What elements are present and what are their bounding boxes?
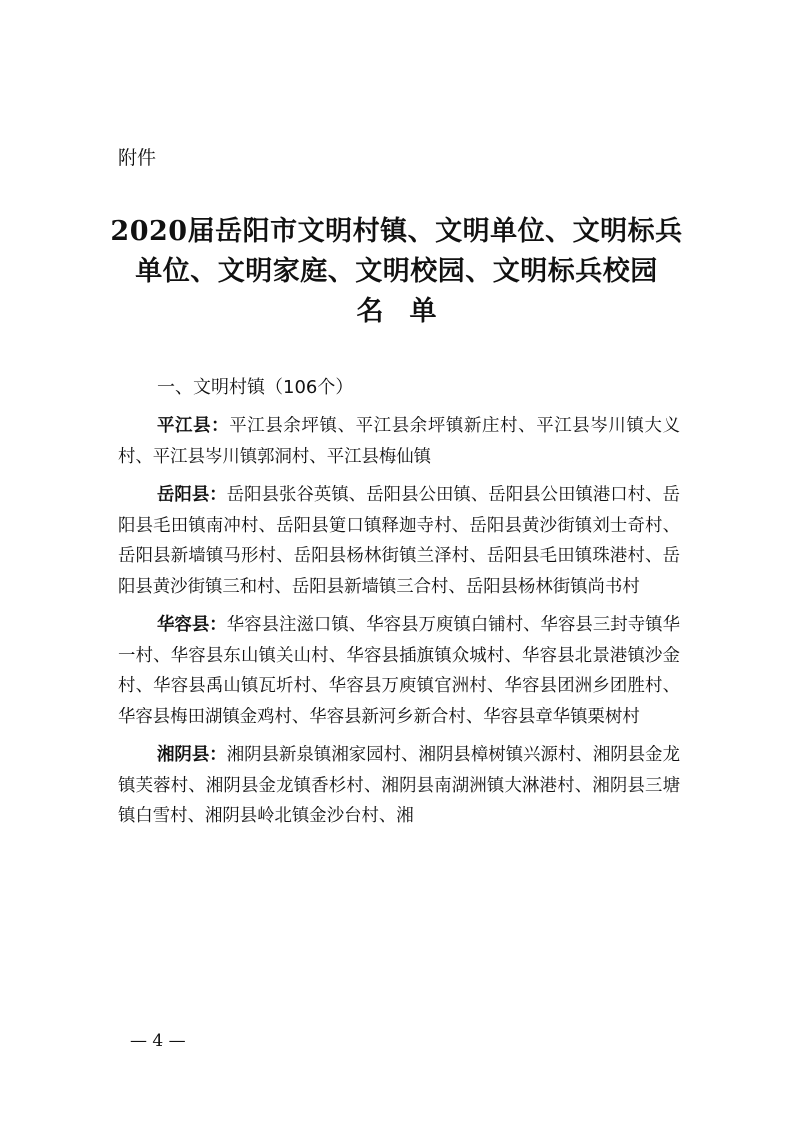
title-line-1: 2020届岳阳市文明村镇、文明单位、文明标兵 xyxy=(110,216,683,247)
paragraph-pingjiang xyxy=(118,411,680,472)
county-label: 岳阳县： xyxy=(157,485,227,505)
county-label: 平江县： xyxy=(157,416,230,436)
document-body xyxy=(118,411,680,840)
paragraph-text: 岳阳县张谷英镇、岳阳县公田镇、岳阳县公田镇港口村、岳阳县毛田镇南冲村、岳阳县筻口镇释迦寺村、岳阳县黄沙街镇刘士奇村、岳阳县新墙镇马形村、岳阳县杨林街镇兰泽村、岳阳县毛田镇珠港村、岳阳县黄沙街镇三和村、岳阳县新墙镇三合村、岳阳县杨林街镇尚书村 xyxy=(118,485,680,597)
page-number: — 4 — xyxy=(130,1031,186,1051)
county-label: 湘阴县： xyxy=(157,745,227,765)
attachment-label: 附件 xyxy=(118,147,157,169)
paragraph-text: 华容县注滋口镇、华容县万庾镇白铺村、华容县三封寺镇华一村、华容县东山镇关山村、华容县插旗镇众城村、华容县北景港镇沙金村、华容县禹山镇瓦圻村、华容县万庾镇官洲村、华容县团洲乡团胜村、华容县梅田湖镇金鸡村、华容县新河乡新合村、华容县章华镇栗树村 xyxy=(118,615,680,727)
paragraph-yueyang xyxy=(118,480,680,602)
section-heading: 一、文明村镇（106个） xyxy=(157,377,354,398)
paragraph-text: 平江县余坪镇、平江县余坪镇新庄村、平江县岑川镇大义村、平江县岑川镇郭洞村、平江县梅仙镇 xyxy=(118,416,680,467)
county-label: 华容县： xyxy=(157,615,227,635)
title-line-3: 名单 xyxy=(356,296,463,327)
document-title xyxy=(80,212,713,332)
paragraph-huarong xyxy=(118,610,680,732)
paragraph-text: 湘阴县新泉镇湘家园村、湘阴县樟树镇兴源村、湘阴县金龙镇芙蓉村、湘阴县金龙镇香杉村、湘阴县南湖洲镇大淋港村、湘阴县三塘镇白雪村、湘阴县岭北镇金沙台村、湘 xyxy=(118,745,680,826)
title-line-2: 单位、文明家庭、文明校园、文明标兵校园 xyxy=(135,256,658,287)
paragraph-xiangyin xyxy=(118,740,680,832)
